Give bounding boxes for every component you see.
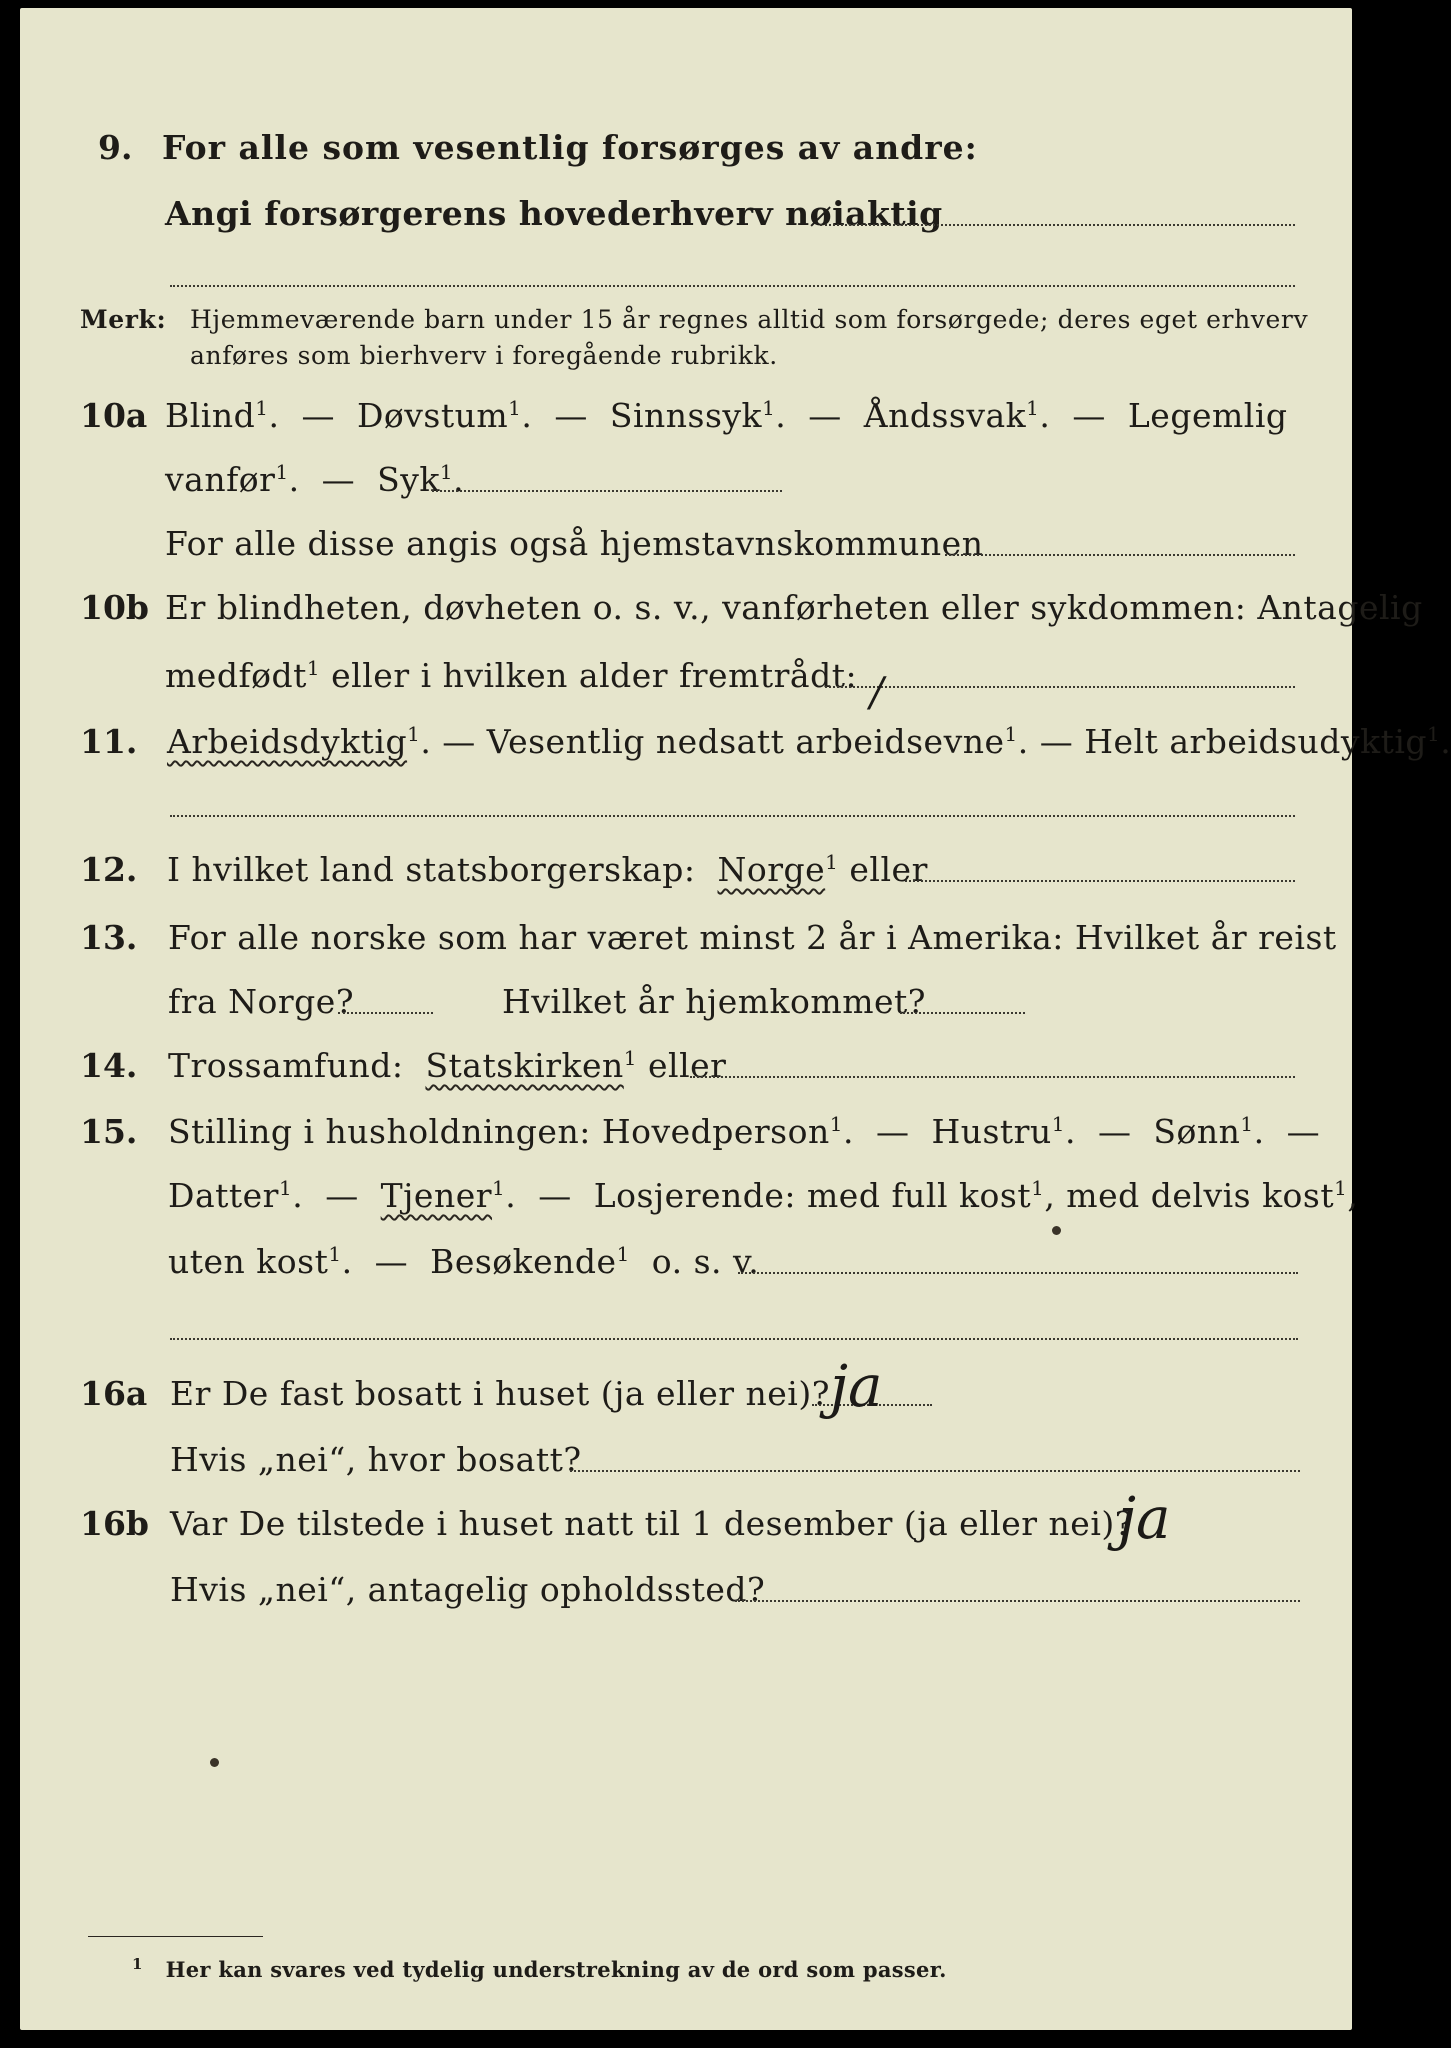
q10b-handwritten-mark: / [870,670,884,716]
q10b-number: 10b [80,588,149,627]
q16a-line1: Er De fast bosatt i huset (ja eller nei)? [170,1374,830,1413]
q16b-handwritten-answer: ja [1118,1484,1171,1552]
option-uten-kost[interactable]: uten kost [168,1242,329,1281]
q9-answer-line-2[interactable] [170,285,1295,287]
q10b-line2: medfødt$^1$ eller i hvilken alder fremtrådt: [165,656,858,695]
q14-line: Trossamfund: Statskirken$^1$ eller [168,1046,727,1085]
q16a-handwritten-answer: ja [830,1352,883,1420]
option-dovstum[interactable]: Døvstum [356,396,509,435]
q9-answer-line[interactable] [820,224,1295,226]
q15-extra-line[interactable] [170,1338,1298,1340]
option-hovedperson[interactable]: Stilling i husholdningen: Hovedperson [168,1112,830,1151]
option-vanfor[interactable]: vanfør [165,460,276,499]
q13-line2b: Hvilket år hjemkommet? [502,982,926,1021]
q16b-line1: Var De tilstede i huset natt til 1 desember (ja eller nei)? [170,1504,1133,1543]
q13-line2a: fra Norge? [168,982,355,1021]
q13-reist-line[interactable] [338,1012,433,1014]
option-hustru[interactable]: Hustru [931,1112,1052,1151]
q10a-syk-line[interactable] [432,490,782,492]
q9-line2: Angi forsørgerens hovederhverv nøiaktig [165,194,943,233]
option-datter[interactable]: Datter [168,1176,279,1215]
q10a-number: 10a [80,396,148,435]
q10a-line1: Blind$^1$. — Døvstum$^1$. — Sinnssyk$^1$. — Åndssvak$^1$. — Legemlig [165,396,1288,435]
q16b-opholdssted-line[interactable] [735,1600,1300,1602]
q15-number: 15. [80,1112,138,1151]
q16b-line2: Hvis „nei“, antagelig opholdssted? [170,1570,766,1609]
q11-extra-line[interactable] [170,815,1295,817]
merk-line1: Hjemmeværende barn under 15 år regnes alltid som forsørgede; deres eget erhverv [190,305,1309,334]
q16b-number: 16b [80,1504,149,1543]
option-medfodt[interactable]: medfødt [165,656,307,695]
option-norge[interactable]: Norge [717,850,826,889]
merk-label: Merk: [80,305,167,334]
q15-line1: Stilling i husholdningen: Hovedperson$^1$. — Hustru$^1$. — Sønn$^1$. — [168,1112,1321,1151]
option-besokende[interactable]: Besøkende [430,1242,617,1281]
q9-number: 9. [98,128,133,167]
q10a-kommune-line[interactable] [945,554,1295,556]
merk-line2: anføres som bierhverv i foregående rubrikk. [190,341,778,370]
ink-spot [1052,1226,1061,1235]
option-legemlig[interactable]: Legemlig [1127,396,1288,435]
option-syk[interactable]: Syk [377,460,440,499]
q15-answer-line[interactable] [738,1272,1298,1274]
q12-answer-line[interactable] [905,880,1295,882]
option-statskirken[interactable]: Statskirken [425,1046,624,1085]
q13-hjemkommet-line[interactable] [900,1012,1025,1014]
q13-number: 13. [80,918,138,957]
q15-line2: Datter$^1$. — Tjener$^1$. — Losjerende: med full kost$^1$, med delvis kost$^1$, [168,1176,1359,1215]
q12-number: 12. [80,850,138,889]
q10b-answer-line[interactable] [825,686,1295,688]
footnote-text: Her kan svares ved tydelig understrekning av de ord som passer. [165,1957,947,1982]
q12-line: I hvilket land statsborgerskap: Norge$^1$ eller [167,850,928,889]
option-delvis-kost[interactable]: med delvis kost [1066,1176,1335,1215]
q16a-number: 16a [80,1374,148,1413]
option-losjerende[interactable]: Losjerende: med full kost [593,1176,1032,1215]
q9-line1: For alle som vesentlig forsørges av andre: [162,128,978,167]
footnote-rule [88,1936,263,1937]
option-sonn[interactable]: Sønn [1153,1112,1241,1151]
q11-number: 11. [80,722,138,761]
option-blind[interactable]: Blind [165,396,256,435]
q16a-bosatt-line[interactable] [570,1470,1300,1472]
footnote [132,1955,947,1982]
q15-line3: uten kost$^1$. — Besøkende$^1$ o. s. v. [168,1242,760,1281]
ink-spot [210,1758,219,1767]
option-andssvak[interactable]: Åndssvak [863,396,1027,435]
option-tjener[interactable]: Tjener [380,1176,493,1215]
q10a-line3: For alle disse angis også hjemstavnskommunen [165,524,984,563]
option-arbeidsdyktig[interactable]: Arbeidsdyktig [167,722,408,761]
q13-line1: For alle norske som har været minst 2 år i Amerika: Hvilket år reist [168,918,1337,957]
footnote-mark: 1 [132,1955,143,1973]
q14-number: 14. [80,1046,138,1085]
q11-line: Arbeidsdyktig$^1$. — Vesentlig nedsatt arbeidsevne$^1$. — Helt arbeidsudyktig$^1$. [167,722,1451,761]
q10a-line2: vanfør$^1$. — Syk$^1$. [165,460,465,499]
q16a-line2: Hvis „nei“, hvor bosatt? [170,1440,582,1479]
q14-answer-line[interactable] [690,1076,1295,1078]
q10b-line1: Er blindheten, døvheten o. s. v., vanførheten eller sykdommen: Antagelig [165,588,1423,627]
option-sinnssyk[interactable]: Sinnssyk [609,396,763,435]
